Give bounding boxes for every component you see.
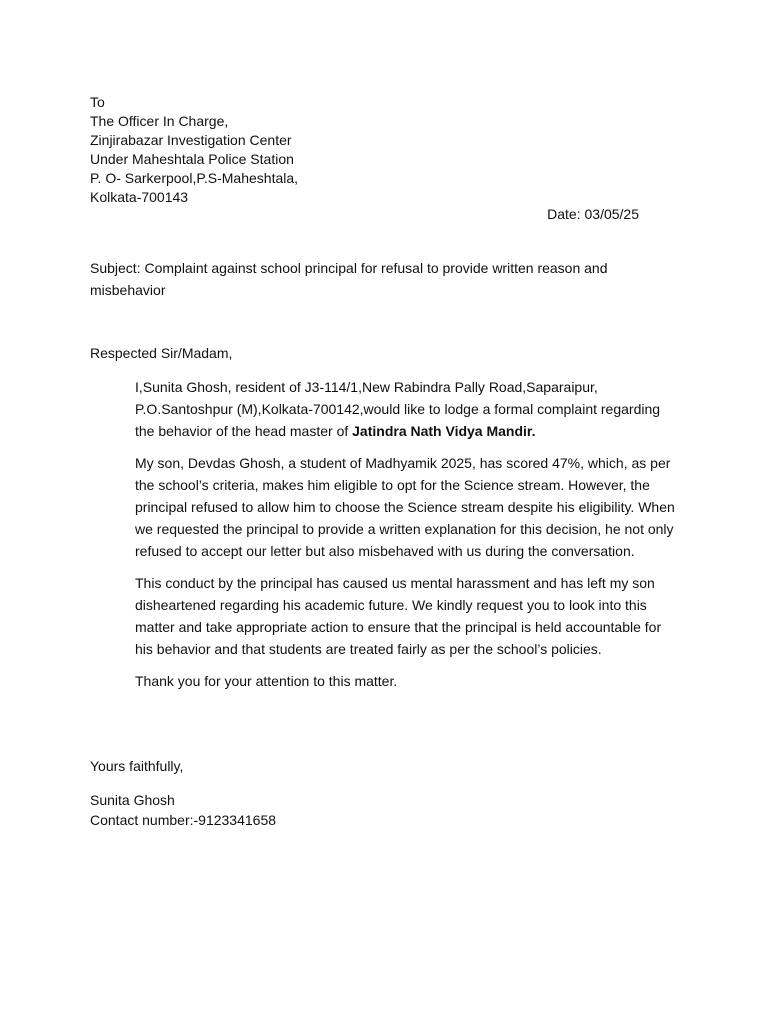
body-paragraph-1-text: I,Sunita Ghosh, resident of J3-114/1,New Rabindra Pally Road,Saparaipur, P.O.Santoshpur (M),Kolkata-700142,would like to lodge a formal complaint regarding the behavior of the head master of [135,379,661,439]
address-line-1: The Officer In Charge, [90,113,229,129]
contact-number: Contact number:-9123341658 [90,812,277,828]
address-line-4: P. O- Sarkerpool,P.S-Maheshtala, [90,170,299,186]
body-paragraph-1 [135,376,680,442]
address-line-3: Under Maheshtala Police Station [90,151,294,167]
school-name: Jatindra Nath Vidya Mandir. [352,423,536,439]
letter-body [135,376,680,702]
address-to: To [90,94,105,110]
signature-block [90,790,276,830]
recipient-address [90,93,298,207]
address-line-2: Zinjirabazar Investigation Center [90,132,292,148]
address-line-5: Kolkata-700143 [90,189,189,205]
body-paragraph-4: Thank you for your attention to this matter. [135,673,398,689]
salutation: Respected Sir/Madam, [90,345,233,361]
signature-name: Sunita Ghosh [90,792,175,808]
letter-subject: Subject: Complaint against school principal for refusal to provide written reason and misbehavior [90,260,608,298]
closing: Yours faithfully, [90,758,184,774]
letter-date: Date: 03/05/25 [547,206,639,222]
body-paragraph-2: My son, Devdas Ghosh, a student of Madhyamik 2025, has scored 47%, which, as per the school’s criteria, makes him eligible to opt for the Science stream. However, the principal refused to allow him to choose the Science stream despite his eligibility. When we requested the principal to provide a written explanation for this decision, he not only refused to accept our letter but also misbehaved with us during the conversation. [135,455,675,559]
body-paragraph-3: This conduct by the principal has caused us mental harassment and has left my son disheartened regarding his academic future. We kindly request you to look into this matter and take appropriate action to ensure that the principal is held accountable for his behavior and that students are treated fairly as per the school’s policies. [135,575,662,657]
